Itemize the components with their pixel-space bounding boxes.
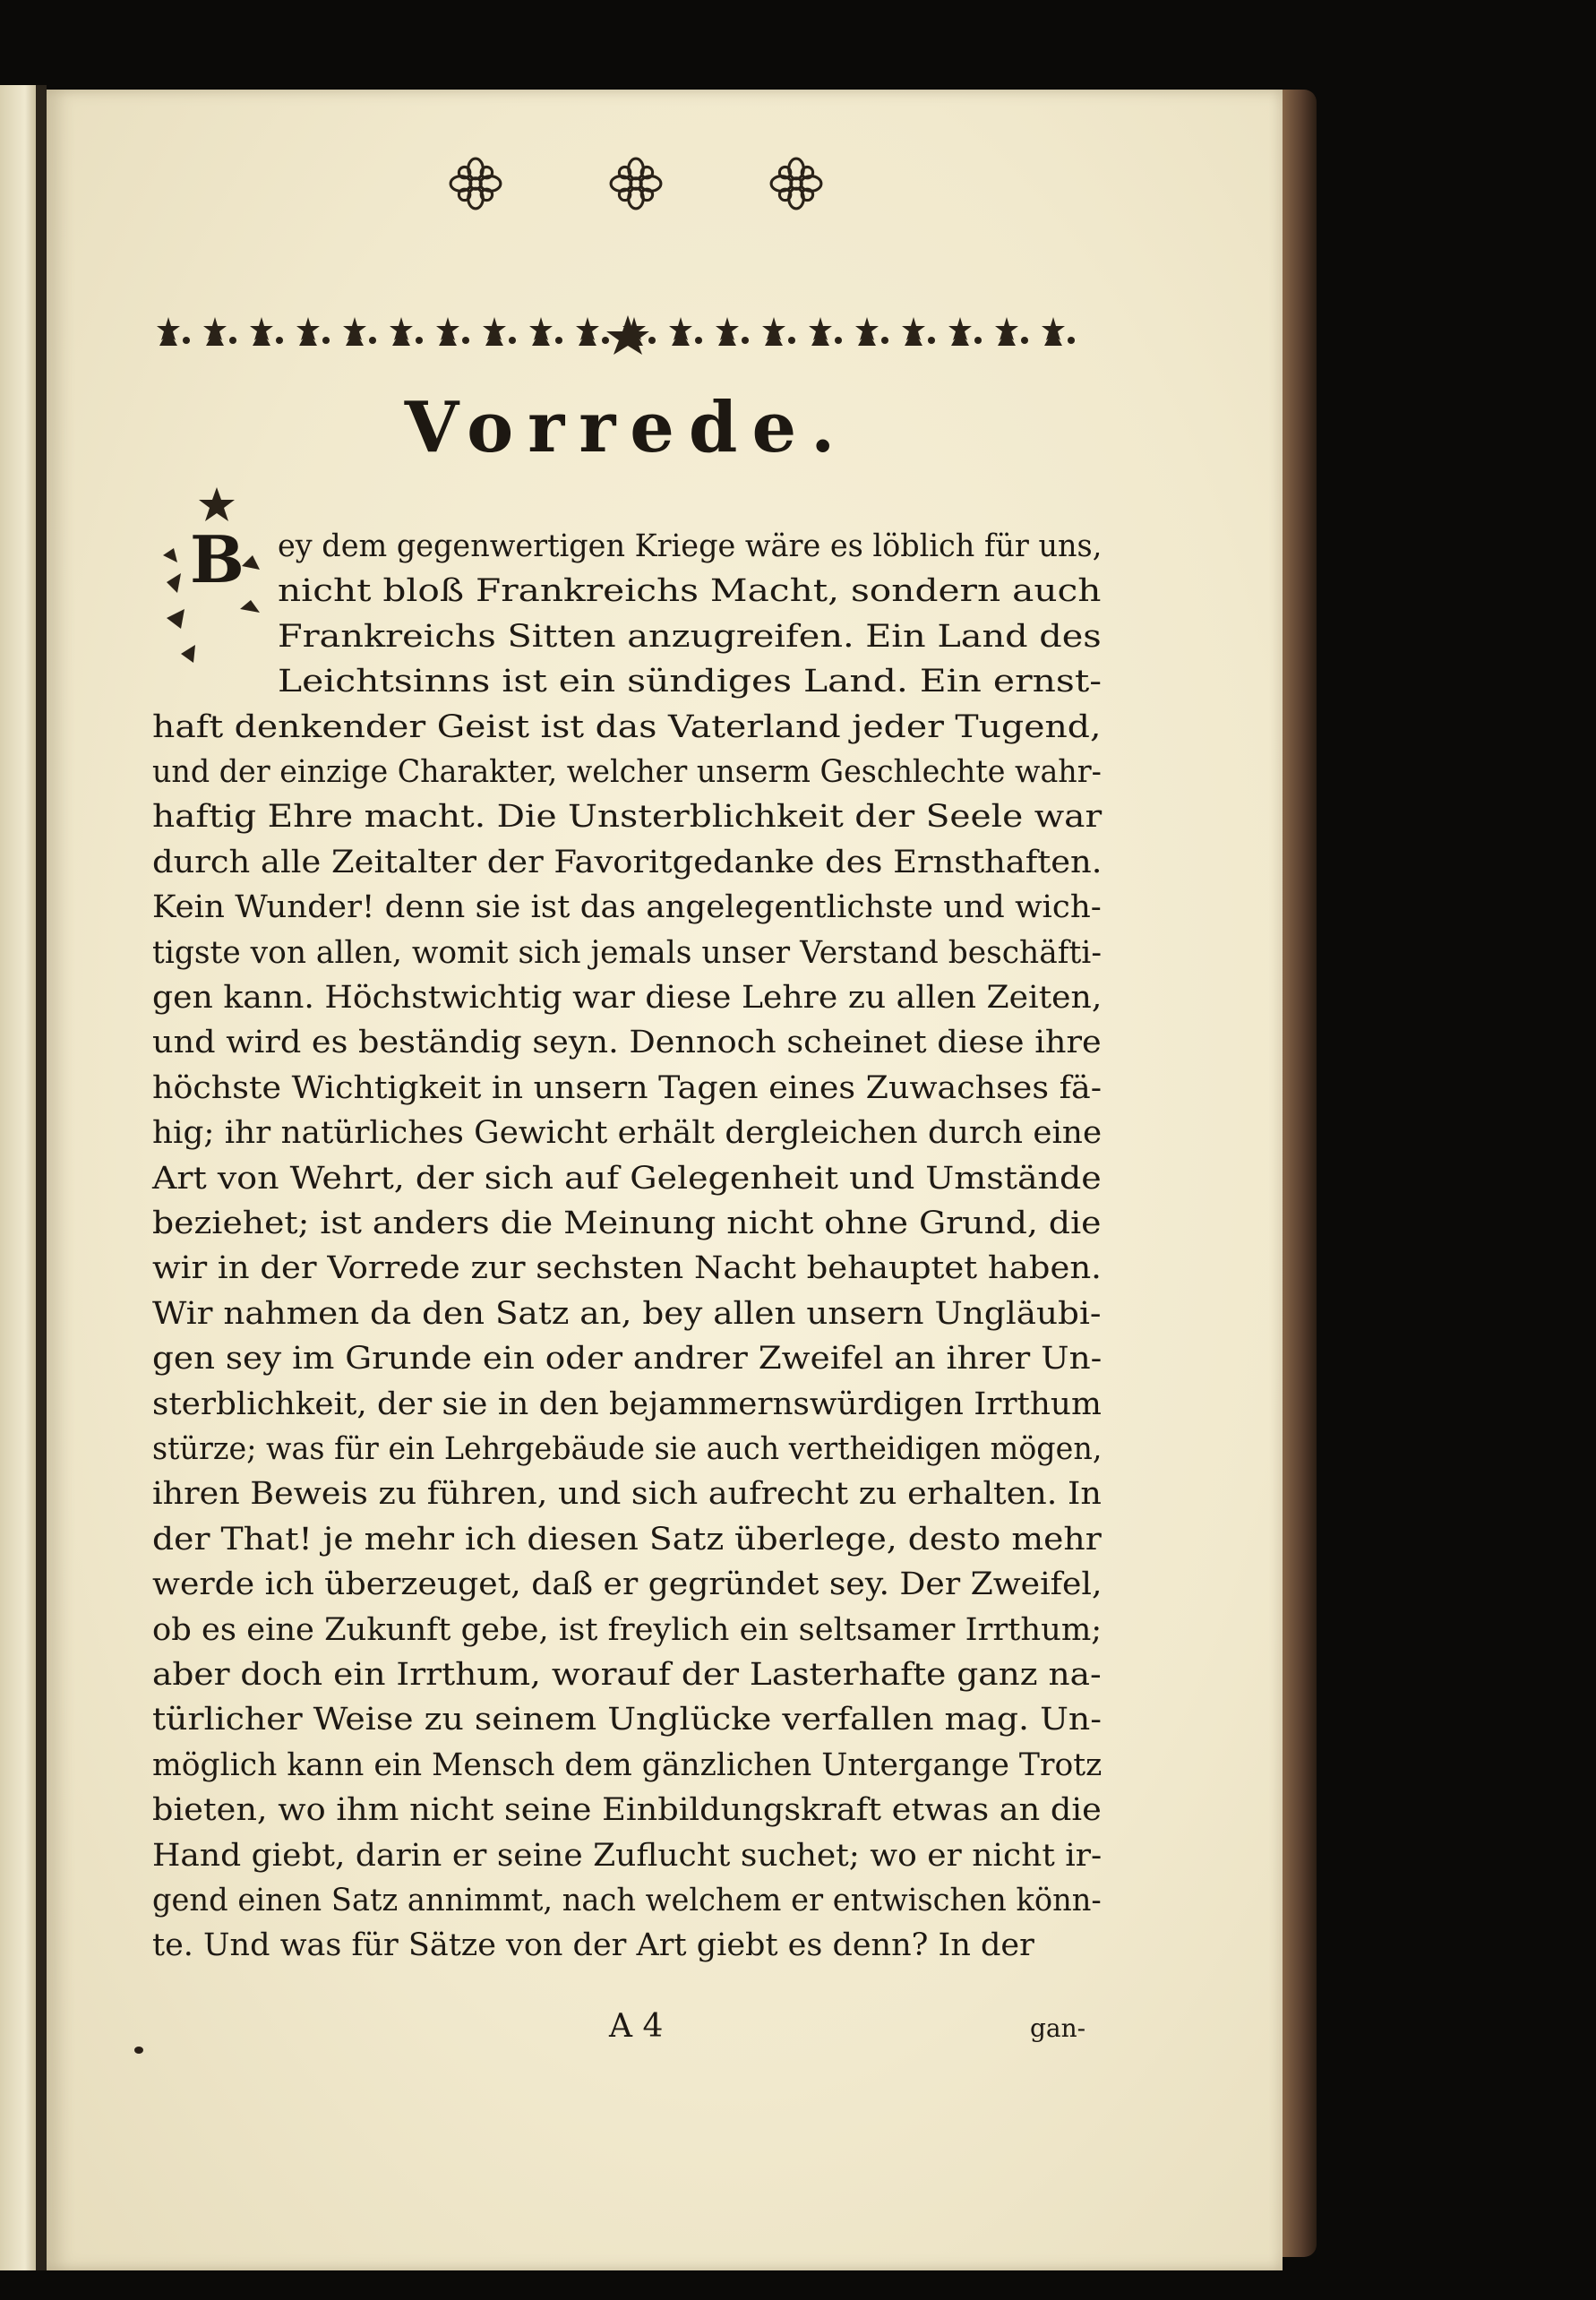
ornamental-initial <box>154 484 279 690</box>
text-line: gen sey im Grunde ein oder andrer Zweifel an ihrer Un- <box>152 1341 1103 1377</box>
text-line: ob es eine Zukunft gebe, ist freylich ein seltsamer Irrthum; <box>152 1611 1103 1648</box>
text-line: haft denkender Geist ist das Vaterland jeder Tugend, <box>152 708 1102 745</box>
flower-ornament-icon <box>608 156 664 211</box>
text-line: Art von Wehrt, der sich auf Gelegenheit und Umstände <box>152 1160 1102 1197</box>
text-line: gen kann. Höchstwichtig war diese Lehre zu allen Zeiten, <box>152 980 1103 1016</box>
text-line: wir in der Vorrede zur sechsten Nacht behauptet haben. <box>152 1250 1102 1287</box>
text-line: aber doch ein Irrthum, worauf der Lasterhafte ganz na- <box>152 1657 1102 1693</box>
text-line: Leichtsinns ist ein sündiges Land. Ein ernst- <box>278 664 1103 700</box>
decorative-border-strip <box>154 312 1102 356</box>
text-line: und der einzige Charakter, welcher unserm Geschlechte wahr- <box>152 754 1102 790</box>
book-gutter <box>36 85 47 2270</box>
flower-ornament-icon <box>448 156 503 211</box>
flower-ornament-icon <box>768 156 824 211</box>
svg-text:B: B <box>190 521 245 597</box>
text-line: bieten, wo ihm nicht seine Einbildungskraft etwas an die <box>152 1792 1102 1829</box>
text-line: werde ich überzeuget, daß er gegründet sey. Der Zweifel, <box>152 1566 1103 1603</box>
text-line: Hand giebt, darin er seine Zuflucht suchet; wo er nicht ir- <box>152 1837 1103 1874</box>
text-line: te. Und was für Sätze von der Art giebt es denn? In der <box>152 1927 1034 1964</box>
text-line: ey dem gegenwertigen Kriege wäre es löblich für uns, <box>278 528 1103 564</box>
text-line: nicht bloß Frankreichs Macht, sondern auch <box>278 573 1102 610</box>
text-line: der That! je mehr ich diesen Satz überlege, desto mehr <box>152 1521 1102 1558</box>
text-line: höchste Wichtigkeit in unsern Tagen eines Zuwachses fä- <box>152 1069 1103 1106</box>
text-line: sterblichkeit, der sie in den bejammernswürdigen Irrthum <box>152 1386 1102 1422</box>
text-line: möglich kann ein Mensch dem gänzlichen Untergange Trotz <box>152 1746 1103 1783</box>
text-line: tigste von allen, womit sich jemals unser Verstand beschäfti- <box>152 934 1102 971</box>
text-line: beziehet; ist anders die Meinung nicht ohne Grund, die <box>152 1206 1102 1241</box>
catchword: gan- <box>1030 2013 1086 2043</box>
text-line: hig; ihr natürliches Gewicht erhält dergleichen durch eine <box>152 1115 1103 1152</box>
text-line: Wir nahmen da den Satz an, bey allen unsern Ungläubi- <box>152 1295 1102 1332</box>
flower-ornament-row <box>448 143 824 224</box>
text-line: durch alle Zeitalter der Favoritgedanke des Ernsthaften. <box>152 844 1103 880</box>
ink-speck <box>134 2047 143 2054</box>
text-line: Kein Wunder! denn sie ist das angelegentlichste und wich- <box>152 889 1102 926</box>
text-line: ihren Beweis zu führen, und sich aufrecht zu erhalten. In <box>152 1476 1102 1513</box>
facing-page-edge <box>0 85 36 2270</box>
text-line: stürze; was für ein Lehrgebäude sie auch vertheidigen mögen, <box>152 1431 1103 1467</box>
text-line: haftig Ehre macht. Die Unsterblichkeit der Seele war <box>152 799 1103 836</box>
page-title: Vorrede. <box>404 387 850 468</box>
text-line: Frankreichs Sitten anzugreifen. Ein Land des <box>278 618 1102 655</box>
signature-mark: A 4 <box>609 2008 664 2045</box>
text-line: und wird es beständig seyn. Dennoch scheinet diese ihre <box>152 1025 1102 1061</box>
text-line: türlicher Weise zu seinem Unglücke verfallen mag. Un- <box>152 1702 1103 1738</box>
text-line: gend einen Satz annimmt, nach welchem er entwischen könn- <box>152 1883 1102 1918</box>
